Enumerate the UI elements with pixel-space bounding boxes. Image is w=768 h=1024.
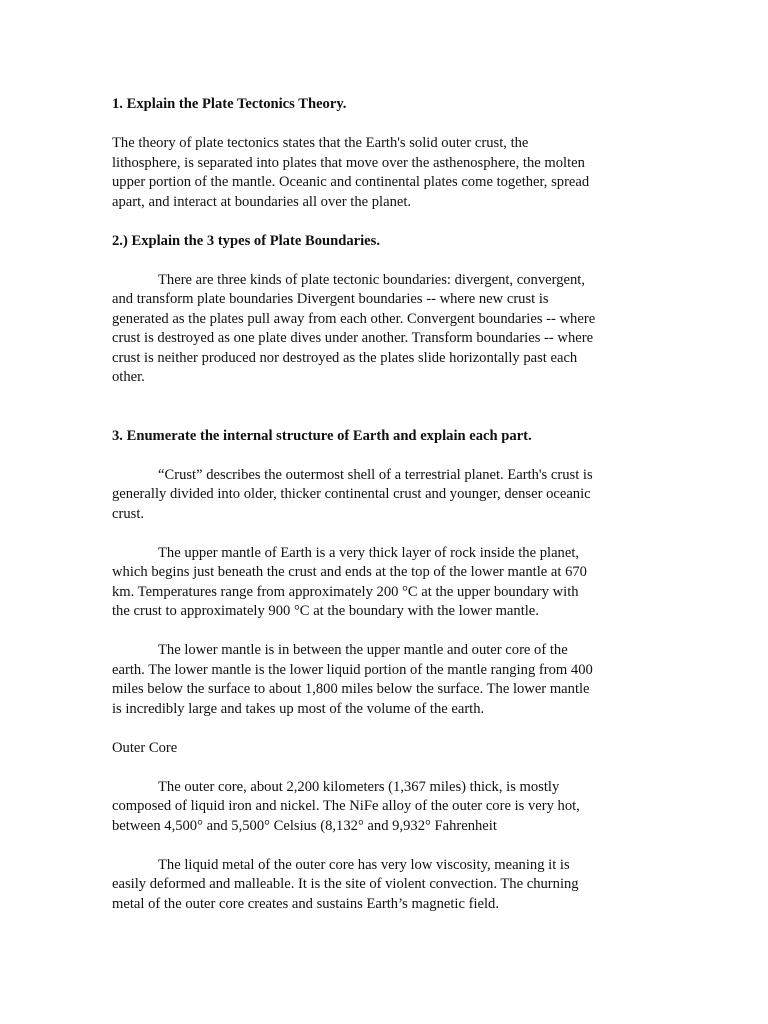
document-page — [112, 95, 652, 914]
question-1-heading: 1. Explain the Plate Tectonics Theory. — [112, 96, 347, 112]
text-line: metal of the outer core creates and sustains Earth’s magnetic field. — [112, 895, 499, 912]
question-2-answer — [112, 271, 652, 388]
text-line: easily deformed and malleable. It is the site of violent convection. The churning — [112, 876, 579, 892]
text-line: upper portion of the mantle. Oceanic and continental plates come together, spread — [112, 174, 590, 190]
text-line: crust is destroyed as one plate dives under another. Transform boundaries -- where — [112, 330, 594, 346]
question-1-answer — [112, 134, 652, 212]
outer-core-paragraph-2 — [112, 856, 652, 915]
question-3-heading: 3. Enumerate the internal structure of Earth and explain each part. — [112, 427, 532, 444]
text-line: “Crust” describes the outermost shell of a terrestrial planet. Earth's crust is — [158, 466, 593, 483]
text-line: between 4,500° and 5,500° Celsius (8,132° and 9,932° Fahrenheit — [112, 817, 497, 834]
text-line: The outer core, about 2,200 kilometers (1,367 miles) thick, is mostly — [158, 778, 560, 795]
text-line: other. — [112, 369, 145, 385]
text-line: There are three kinds of plate tectonic boundaries: divergent, convergent, — [158, 271, 585, 288]
text-line: is incredibly large and takes up most of the volume of the earth. — [112, 700, 485, 717]
upper-mantle-paragraph — [112, 544, 652, 622]
text-line: composed of liquid iron and nickel. The NiFe alloy of the outer core is very hot, — [112, 798, 580, 814]
text-line: km. Temperatures range from approximately 200 °C at the upper boundary with — [112, 583, 579, 600]
text-line: lithosphere, is separated into plates that move over the asthenosphere, the molten — [112, 154, 585, 171]
text-line: generally divided into older, thicker continental crust and younger, denser oceanic — [112, 486, 591, 502]
text-line: earth. The lower mantle is the lower liquid portion of the mantle ranging from 400 — [112, 661, 593, 678]
outer-core-paragraph-1 — [112, 778, 652, 837]
lower-mantle-paragraph — [112, 641, 652, 719]
text-line: which begins just beneath the crust and ends at the top of the lower mantle at 670 — [112, 564, 587, 580]
outer-core-label: Outer Core — [112, 739, 178, 756]
text-line: and transform plate boundaries Divergent boundaries -- where new crust is — [112, 291, 549, 307]
crust-paragraph — [112, 466, 652, 525]
text-line: crust. — [112, 505, 145, 522]
text-line: the crust to approximately 900 °C at the boundary with the lower mantle. — [112, 603, 539, 619]
text-line: apart, and interact at boundaries all over the planet. — [112, 193, 412, 210]
question-2-heading: 2.) Explain the 3 types of Plate Boundaries. — [112, 232, 380, 249]
text-line: miles below the surface to about 1,800 miles below the surface. The lower mantle — [112, 681, 590, 697]
text-line: The lower mantle is in between the upper mantle and outer core of the — [158, 642, 568, 658]
text-line: The liquid metal of the outer core has very low viscosity, meaning it is — [158, 856, 570, 873]
text-line: generated as the plates pull away from each other. Convergent boundaries -- where — [112, 310, 596, 327]
text-line: The upper mantle of Earth is a very thick layer of rock inside the planet, — [158, 544, 580, 561]
text-line: crust is neither produced nor destroyed as the plates slide horizontally past each — [112, 349, 578, 366]
text-line: The theory of plate tectonics states that the Earth's solid outer crust, the — [112, 135, 529, 151]
